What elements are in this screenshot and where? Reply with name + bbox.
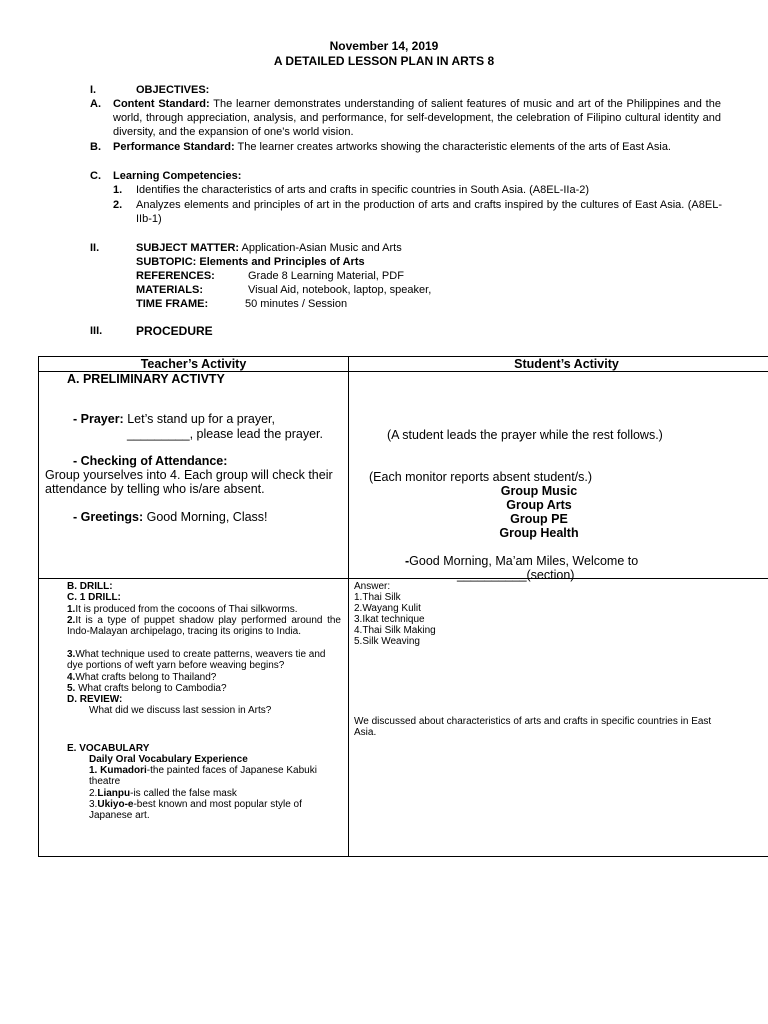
procedure-heading: PROCEDURE: [136, 324, 213, 338]
subject-matter: [136, 241, 402, 255]
objectives-heading: OBJECTIVES:: [136, 84, 210, 96]
vocabulary-subheading: Daily Oral Vocabulary Experience: [89, 754, 248, 765]
materials-value: Visual Aid, notebook, laptop, speaker,: [248, 284, 432, 296]
subject-matter-numeral: II.: [90, 242, 100, 254]
subject-matter-label: SUBJECT MATTER:: [136, 242, 240, 254]
group-arts: Group Arts: [506, 498, 572, 512]
preliminary-heading: A. PRELIMINARY ACTIVTY: [67, 372, 225, 386]
drill-item-2: [67, 615, 341, 638]
references-label: REFERENCES:: [136, 270, 215, 282]
group-pe: Group PE: [510, 512, 568, 526]
vocab-item-3-term: Ukiyo-e: [97, 799, 134, 810]
answer-3: 3.Ikat technique: [354, 614, 425, 625]
performance-standard-text: The learner creates artworks showing the characteristic elements of the arts of East Asia.: [234, 141, 671, 153]
answer-label: Answer:: [354, 581, 391, 592]
subject-matter-value: Application-Asian Music and Arts: [239, 242, 402, 254]
vocab-item-3: [89, 799, 341, 822]
procedure-numeral: III.: [90, 325, 103, 337]
prayer-line-2: _________, please lead the prayer.: [127, 427, 323, 441]
answer-5: 5.Silk Weaving: [354, 636, 420, 647]
answer-1: 1.Thai Silk: [354, 592, 401, 603]
vocab-item-3-num: 3.: [89, 799, 98, 810]
student-drill-cell: [349, 579, 768, 857]
drill-item-3-text: What technique used to create patterns, weavers tie and dye portions of weft yarn before weaving begins?: [67, 649, 326, 672]
vocab-item-2-num: 2.: [89, 788, 98, 799]
objectives-numeral: I.: [90, 84, 97, 96]
answer-2: 2.Wayang Kulit: [354, 603, 421, 614]
prayer-text: Let’s stand up for a prayer,: [123, 412, 275, 426]
content-standard-label: Content Standard:: [113, 98, 210, 110]
prayer-label: - Prayer:: [73, 412, 124, 426]
drill-item-3-num: 3.: [67, 649, 76, 660]
content-standard-text: The learner demonstrates understanding of salient features of music and art of the Philippines and the world, through appreciation, analysis, and performance, for self-development, the celebration of Filipino cultural identity and diversity, and the expansion of one’s world vision.: [113, 98, 721, 138]
vocab-item-1: [89, 765, 341, 788]
learning-competencies-label: Learning Competencies:: [113, 170, 242, 182]
vocab-item-1-def: -the painted faces of Japanese Kabuki theatre: [89, 765, 317, 788]
vocabulary-heading: E. VOCABULARY: [67, 743, 150, 754]
prayer-response: (A student leads the prayer while the rest follows.): [387, 428, 663, 442]
vocab-item-2-def: -is called the false mask: [130, 788, 237, 799]
performance-standard: [113, 140, 721, 154]
vocab-item-2-term: Lianpu: [97, 788, 131, 799]
time-frame-value: 50 minutes / Session: [245, 298, 348, 310]
attendance-response: (Each monitor reports absent student/s.): [369, 470, 593, 484]
greeting-response: [405, 554, 638, 568]
content-standard: [113, 97, 721, 139]
drill-item-2-num: 2.: [67, 615, 76, 626]
drill-item-4-num: 4.: [67, 672, 76, 683]
greetings-label: - Greetings:: [73, 510, 144, 524]
competency-2-num: 2.: [113, 199, 123, 211]
drill-item-4: [67, 672, 341, 683]
attendance-label: - Checking of Attendance:: [73, 454, 228, 468]
competency-2-text: Analyzes elements and principles of art in the production of arts and crafts inspired by the cultures of East Asia. (A8EL-IIb-1): [136, 199, 722, 225]
time-frame-label: TIME FRAME:: [136, 298, 209, 310]
learning-competencies-letter: C.: [90, 170, 101, 182]
drill-item-5-text: What crafts belong to Cambodia?: [75, 683, 227, 694]
greeting-response-line-2: __________(section): [457, 568, 575, 582]
drill-item-5-num: 5.: [67, 683, 76, 694]
drill-item-1-num: 1.: [67, 604, 76, 615]
document-date: November 14, 2019: [329, 39, 439, 53]
vocab-item-3-def: -best known and most popular style of Japanese art.: [89, 799, 302, 822]
student-activity-header: Student’s Activity: [349, 357, 768, 372]
content-standard-letter: A.: [90, 98, 101, 110]
student-preliminary-cell: [349, 372, 768, 582]
review-answer: We discussed about characteristics of arts and crafts in specific countries in East Asia.: [354, 716, 712, 739]
teacher-drill-cell: [39, 579, 349, 857]
drill-b-heading: B. DRILL:: [67, 581, 113, 592]
drill-c-heading: C. 1 DRILL:: [67, 592, 121, 603]
competency-1-num: 1.: [113, 184, 123, 196]
competency-1-text: Identifies the characteristics of arts and crafts in specific countries in South Asia. (A8EL-IIa-2): [136, 184, 590, 196]
preliminary-row: [39, 372, 768, 579]
greeting-dash: -: [405, 554, 410, 568]
greeting-response-text: Good Morning, Ma’am Miles, Welcome to: [409, 554, 639, 568]
teacher-activity-header: Teacher’s Activity: [39, 357, 349, 372]
greetings-line: [73, 510, 268, 524]
vocab-item-1-num: 1.: [89, 765, 98, 776]
prayer-line: [73, 412, 275, 426]
review-question: What did we discuss last session in Arts?: [89, 705, 272, 716]
drill-item-3: [67, 649, 341, 672]
group-health: Group Health: [499, 526, 579, 540]
drill-item-1: [67, 604, 341, 615]
drill-row: [39, 579, 768, 857]
drill-item-2-text: It is a type of puppet shadow play performed around the Indo-Malayan archipelago, tracing its origins to India.: [67, 615, 341, 638]
materials-label: MATERIALS:: [136, 284, 204, 296]
drill-item-1-text: It is produced from the cocoons of Thai silkworms.: [75, 604, 298, 615]
review-heading: D. REVIEW:: [67, 694, 123, 705]
table-header-row: [39, 357, 768, 372]
document-title: A DETAILED LESSON PLAN IN ARTS 8: [273, 54, 495, 68]
performance-standard-letter: B.: [90, 141, 101, 153]
performance-standard-label: Performance Standard:: [113, 141, 235, 153]
procedure-table: [38, 356, 768, 857]
vocab-item-1-term: Kumadori: [100, 765, 147, 776]
teacher-preliminary-cell: [39, 372, 349, 579]
references-value: Grade 8 Learning Material, PDF: [248, 270, 404, 282]
drill-item-5: [67, 683, 341, 694]
greetings-text: Good Morning, Class!: [143, 510, 268, 524]
group-music: Group Music: [500, 484, 578, 498]
attendance-text: Group yourselves into 4. Each group will check their attendance by telling who is/are absent.: [45, 468, 333, 496]
vocab-item-2: [89, 788, 341, 799]
answer-4: 4.Thai Silk Making: [354, 625, 436, 636]
drill-item-4-text: What crafts belong to Thailand?: [75, 672, 217, 683]
subtopic: SUBTOPIC: Elements and Principles of Arts: [136, 256, 365, 268]
